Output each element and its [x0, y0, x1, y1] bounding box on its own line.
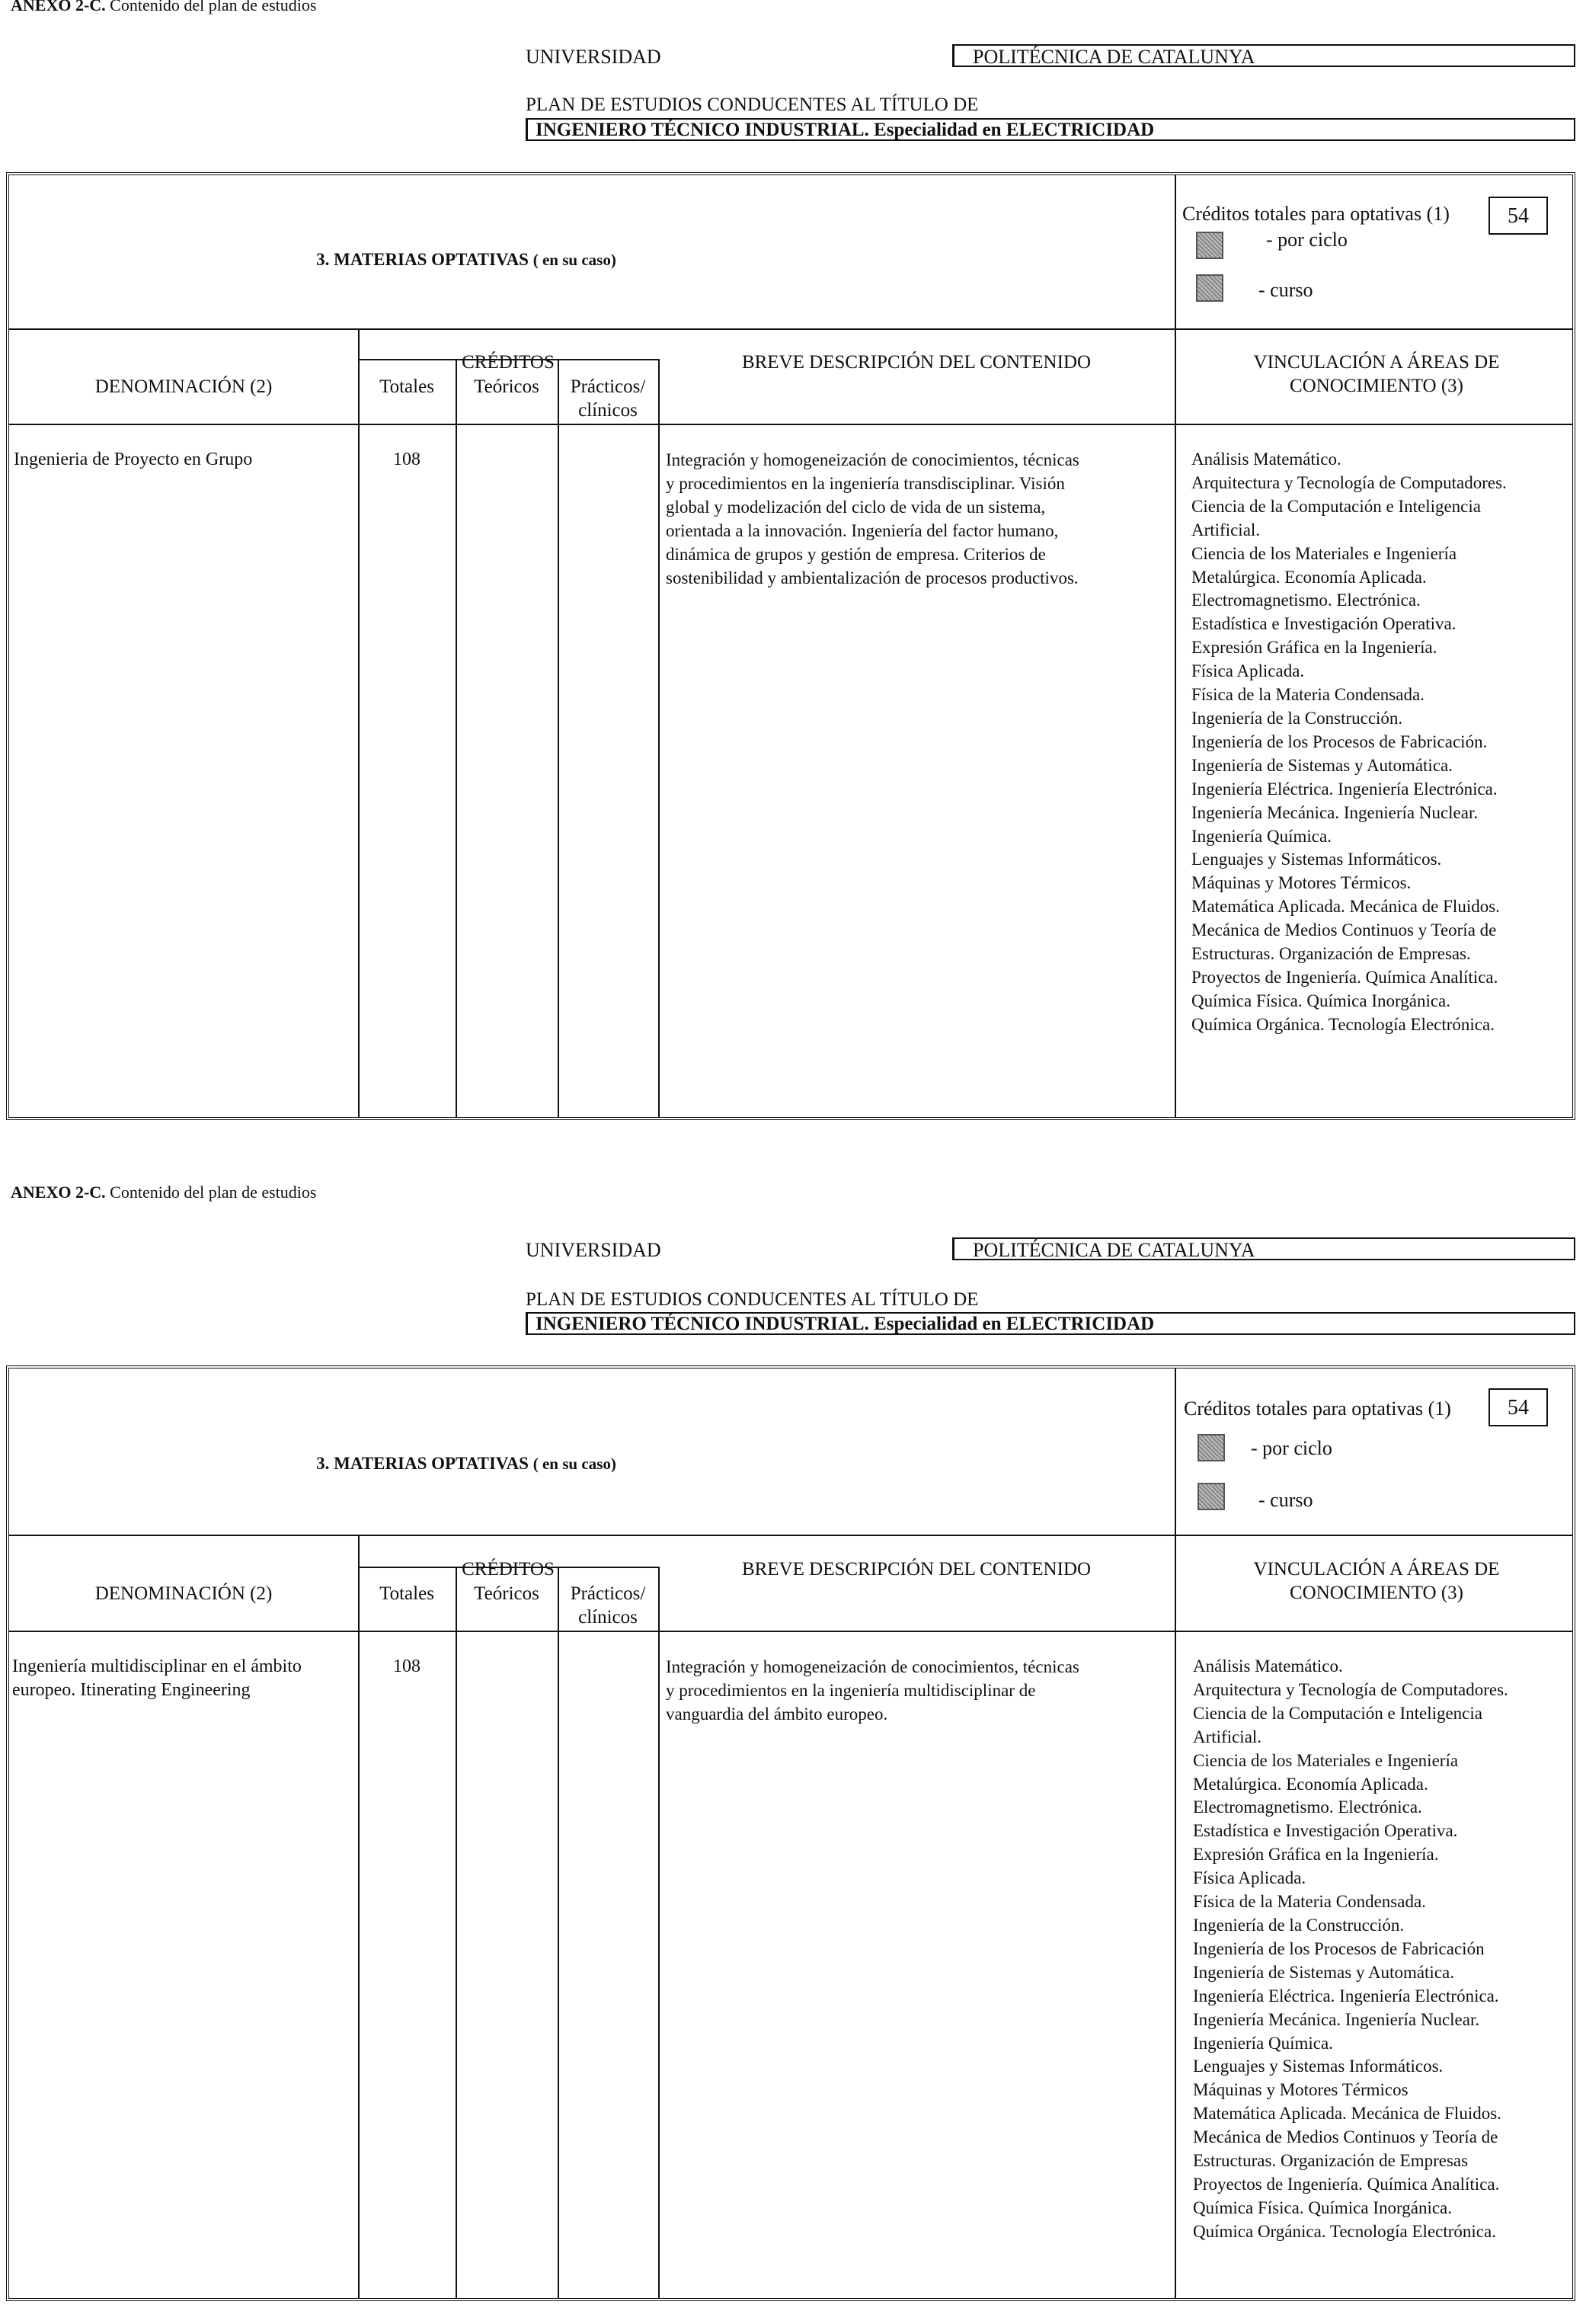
- annex-heading: ANEXO 2-C. Contenido del plan de estudios: [11, 0, 317, 14]
- creditos-totales-value: 54: [1488, 197, 1548, 235]
- row-totales: 108: [393, 450, 420, 469]
- curso-label: - curso: [1258, 1489, 1313, 1511]
- page-1: [0, 0, 1586, 1151]
- header-creditos: CRÉDITOS: [462, 1559, 555, 1580]
- page-2: [0, 1173, 1586, 2324]
- universidad-label: UNIVERSIDAD: [526, 46, 661, 68]
- header-vinculacion: VINCULACIÓN A ÁREAS DE CONOCIMIENTO (3): [1253, 352, 1500, 396]
- creditos-totales-value: 54: [1488, 1388, 1548, 1426]
- row-areas: Análisis Matemático. Arquitectura y Tecnología de Computadores. Ciencia de la Computación e Inteligencia Artificial. Ciencia de los Materiales e Ingeniería Metalúrgica. Economía Aplicada. Electromagnetismo. Electrónica. Estadística e Investigación Operativa. Expresión Gráfica en la Ingeniería. Física Aplicada. Física de la Materia Condensada. Ingeniería de la Construcción. Ingeniería de los Procesos de Fabricación. Ingeniería de Sistemas y Automática. Ingeniería Eléctrica. Ingeniería Electrónica. Ingeniería Mecánica. Ingeniería Nuclear. Ingeniería Química. Lenguajes y Sistemas Informáticos. Máquinas y Motores Térmicos. Matemática Aplicada. Mecánica de Fluidos. Mecánica de Medios Continuos y Teoría de Estructuras. Organización de Empresas. Proyectos de Ingeniería. Química Analítica. Química Física. Química Inorgánica. Química Orgánica. Tecnología Electrónica.: [1191, 450, 1507, 1034]
- curso-label: - curso: [1258, 279, 1313, 301]
- header-totales: Totales: [379, 1583, 434, 1604]
- universidad-value: POLITÉCNICA DE CATALUNYA: [952, 44, 1575, 67]
- creditos-totales-label: Créditos totales para optativas (1): [1182, 203, 1450, 225]
- por-ciclo-label: - por ciclo: [1266, 229, 1348, 251]
- header-practicos: Prácticos/ clínicos: [570, 1583, 646, 1628]
- header-teoricos: Teóricos: [474, 376, 539, 397]
- header-vinculacion: VINCULACIÓN A ÁREAS DE CONOCIMIENTO (3): [1253, 1559, 1500, 1603]
- header-denominacion: DENOMINACIÓN (2): [94, 376, 273, 397]
- materias-title: 3. MATERIAS OPTATIVAS ( en su caso): [316, 250, 616, 269]
- materias-title: 3. MATERIAS OPTATIVAS ( en su caso): [316, 1454, 616, 1473]
- curso-swatch: [1197, 1483, 1225, 1510]
- header-creditos: CRÉDITOS: [462, 352, 555, 373]
- por-ciclo-swatch: [1196, 232, 1223, 259]
- annex-heading: ANEXO 2-C. Contenido del plan de estudios: [11, 1183, 317, 1202]
- row-denominacion: Ingenieria de Proyecto en Grupo: [14, 450, 253, 469]
- row-totales: 108: [393, 1657, 420, 1676]
- header-teoricos: Teóricos: [474, 1583, 539, 1604]
- materias-table: [6, 172, 1575, 1120]
- header-denominacion: DENOMINACIÓN (2): [94, 1583, 273, 1604]
- por-ciclo-label: - por ciclo: [1251, 1437, 1332, 1459]
- header-breve: BREVE DESCRIPCIÓN DEL CONTENIDO: [741, 352, 1092, 373]
- universidad-label: UNIVERSIDAD: [526, 1239, 661, 1261]
- por-ciclo-swatch: [1197, 1434, 1225, 1461]
- plan-label: PLAN DE ESTUDIOS CONDUCENTES AL TÍTULO DE: [526, 94, 979, 115]
- universidad-value: POLITÉCNICA DE CATALUNYA: [952, 1237, 1575, 1260]
- header-practicos: Prácticos/ clínicos: [570, 376, 646, 421]
- row-denominacion: Ingeniería multidisciplinar en el ámbito europeo. Itinerating Engineering: [12, 1657, 302, 1700]
- plan-label: PLAN DE ESTUDIOS CONDUCENTES AL TÍTULO DE: [526, 1289, 979, 1310]
- creditos-totales-label: Créditos totales para optativas (1): [1184, 1397, 1451, 1420]
- header-totales: Totales: [379, 376, 434, 397]
- row-descripcion: Integración y homogeneización de conocimientos, técnicas y procedimientos en la ingeniería transdisciplinar. Visión global y modelización del ciclo de vida de un sistema, orientada a la innovación. Ingeniería del factor humano, dinámica de grupos y gestión de empresa. Criterios de sostenibilidad y ambientalización de procesos productivos.: [666, 450, 1079, 587]
- materias-table: [6, 1365, 1575, 2301]
- header-breve: BREVE DESCRIPCIÓN DEL CONTENIDO: [741, 1559, 1092, 1580]
- plan-title: INGENIERO TÉCNICO INDUSTRIAL. Especialidad en ELECTRICIDAD: [526, 118, 1575, 141]
- plan-title: INGENIERO TÉCNICO INDUSTRIAL. Especialidad en ELECTRICIDAD: [526, 1312, 1575, 1335]
- curso-swatch: [1196, 274, 1223, 302]
- row-areas: Análisis Matemático. Arquitectura y Tecnología de Computadores. Ciencia de la Computación e Inteligencia Artificial. Ciencia de los Materiales e Ingeniería Metalúrgica. Economía Aplicada. Electromagnetismo. Electrónica. Estadística e Investigación Operativa. Expresión Gráfica en la Ingeniería. Física Aplicada. Física de la Materia Condensada. Ingeniería de la Construcción. Ingeniería de los Procesos de Fabricación Ingeniería de Sistemas y Automática. Ingeniería Eléctrica. Ingeniería Electrónica. Ingeniería Mecánica. Ingeniería Nuclear. Ingeniería Química. Lenguajes y Sistemas Informáticos. Máquinas y Motores Térmicos Matemática Aplicada. Mecánica de Fluidos. Mecánica de Medios Continuos y Teoría de Estructuras. Organización de Empresas Proyectos de Ingeniería. Química Analítica. Química Física. Química Inorgánica. Química Orgánica. Tecnología Electrónica.: [1193, 1657, 1508, 2241]
- row-descripcion: Integración y homogeneización de conocimientos, técnicas y procedimientos en la ingeniería multidisciplinar de vanguardia del ámbito europeo.: [666, 1657, 1079, 1724]
